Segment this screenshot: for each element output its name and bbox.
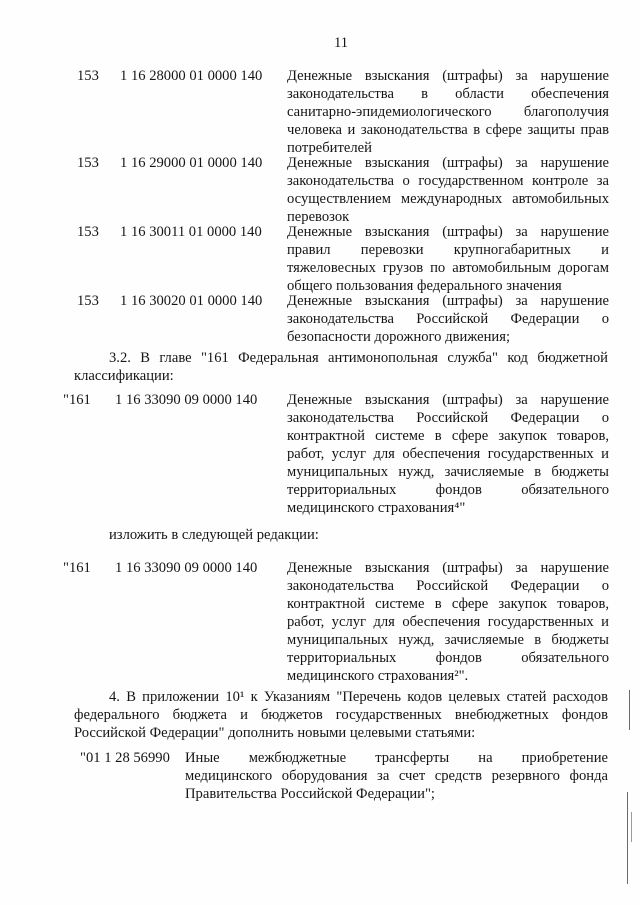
code-description [287,154,609,226]
description-line: медицинского оборудования за счет средств резервного фонда [185,768,608,784]
description-line: тяжеловесных грузов по автомобильным дорогам [287,260,609,276]
description-line: муниципальных нужд, зачисляемые в бюджеты [287,464,609,480]
admin-code: "161 [63,392,91,408]
description-line: Денежные взыскания (штрафы) за нарушение [287,293,609,309]
description-line: муниципальных нужд, зачисляемые в бюджеты [287,632,609,648]
description-line: безопасности дорожного движения; [287,329,511,345]
budget-classification-code: 1 16 33090 09 0000 140 [115,392,258,408]
target-article-code: "01 1 28 56990 [80,750,170,766]
code-description [287,292,609,346]
description-line: Денежные взыскания (штрафы) за нарушение [287,560,609,576]
paragraph-line: классификации: [74,368,174,384]
description-line: перевозок [287,209,350,225]
description-line: законодательства о государственном контроле за [287,173,609,189]
code-description [287,67,609,157]
description-line: Денежные взыскания (штрафы) за нарушение [287,68,609,84]
budget-classification-code: 1 16 28000 01 0000 140 [120,68,263,84]
code-description [287,391,609,517]
admin-code: 153 [77,293,99,309]
description-line: потребителей [287,140,372,156]
admin-code: 153 [77,224,99,240]
description-line: работ, услуг для обеспечения государственных и [287,614,609,630]
clause-3-2 [74,349,608,385]
description-line: работ, услуг для обеспечения государственных и [287,446,609,462]
description-line: медицинского страхования²". [287,668,469,684]
description-line: контрактной системе в сфере закупок товаров, [287,428,609,444]
description-line: Денежные взыскания (штрафы) за нарушение [287,155,609,171]
code-description [287,559,609,685]
budget-classification-code: 1 16 33090 09 0000 140 [115,560,258,576]
admin-code: "161 [63,560,91,576]
paragraph-line: федерального бюджета и бюджетов государственных внебюджетных фондов [74,707,608,723]
paragraph-line: 4. В приложении 10¹ к Указаниям "Перечень кодов целевых статей расходов [109,689,608,705]
admin-code: 153 [77,155,99,171]
description-line: Денежные взыскания (штрафы) за нарушение [287,224,609,240]
scan-edge-mark [631,812,632,842]
code-description [287,223,609,295]
description-line: законодательства в области обеспечения [287,86,609,102]
description-line: медицинского страхования⁴" [287,500,466,516]
clause-4 [74,688,608,742]
description-line: контрактной системе в сфере закупок товаров, [287,596,609,612]
description-line: общего пользования федерального значения [287,278,562,294]
budget-classification-code: 1 16 29000 01 0000 140 [120,155,263,171]
paragraph-line: изложить в следующей редакции: [109,527,319,543]
admin-code: 153 [77,68,99,84]
description-line: Иные межбюджетные трансферты на приобретение [185,750,608,766]
description-line: правил перевозки крупногабаритных и [287,242,609,258]
description-line: санитарно-эпидемиологического благополучия [287,104,609,120]
description-line: территориальных фондов обязательного [287,482,609,498]
description-line: человека и законодательства в сфере защиты прав [287,122,609,138]
description-line: законодательства Российской Федерации о [287,578,609,594]
description-line: законодательства Российской Федерации о [287,311,609,327]
budget-classification-code: 1 16 30020 01 0000 140 [120,293,263,309]
page-number: 11 [334,35,349,51]
budget-classification-code: 1 16 30011 01 0000 140 [120,224,262,240]
scan-edge-mark [627,792,628,884]
paragraph-line: 3.2. В главе "161 Федеральная антимонопольная служба" код бюджетной [109,350,608,366]
description-line: законодательства Российской Федерации о [287,410,609,426]
target-article-description [185,749,608,803]
description-line: Правительства Российской Федерации"; [185,786,435,802]
scan-edge-mark [629,690,630,730]
paragraph-line: Российской Федерации" дополнить новыми целевыми статьями: [74,725,476,741]
description-line: территориальных фондов обязательного [287,650,609,666]
instruction-paragraph [74,526,608,544]
description-line: Денежные взыскания (штрафы) за нарушение [287,392,609,408]
description-line: осуществлением международных автомобильных [287,191,609,207]
